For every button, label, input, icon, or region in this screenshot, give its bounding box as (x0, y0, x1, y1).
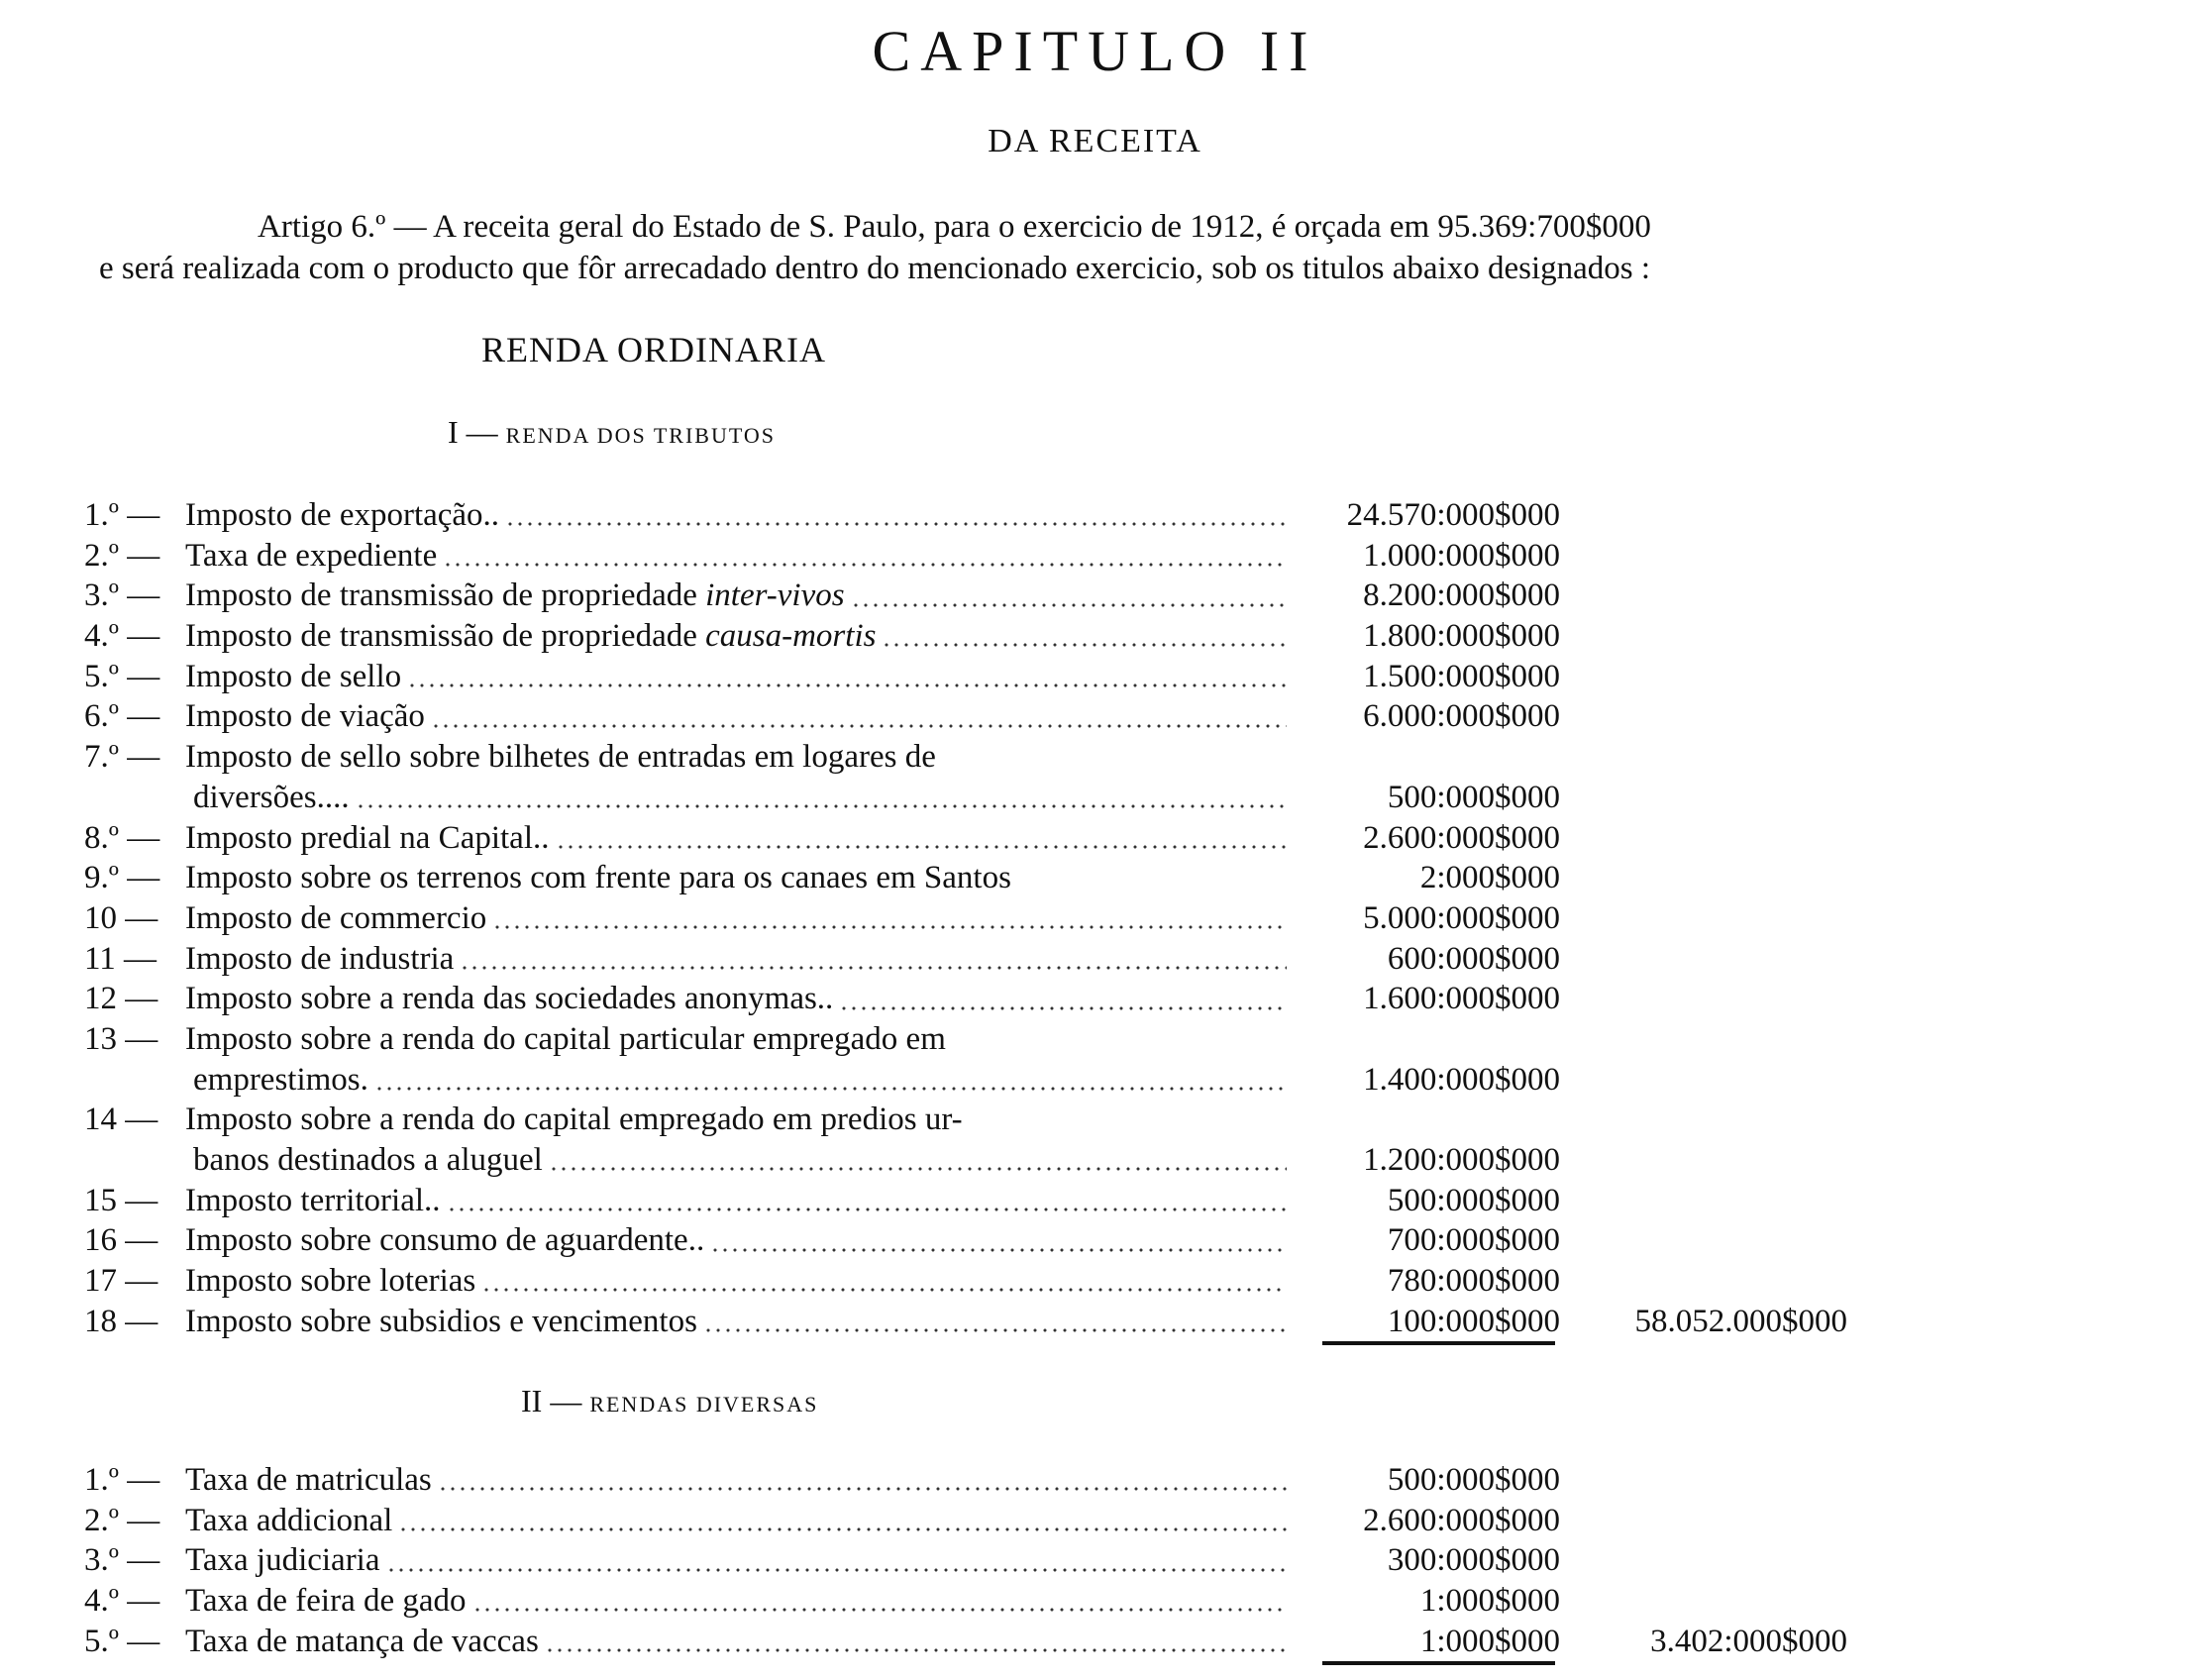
row-number: 9.º — (84, 860, 160, 896)
dot-leader (374, 1087, 1287, 1091)
row-number: 2.º — (84, 1502, 160, 1538)
row-label (185, 939, 454, 980)
dot-leader (710, 1248, 1287, 1252)
row-number: 1.º — (84, 1462, 160, 1498)
section-total: 3.402:000$000 (1650, 1623, 1847, 1659)
row-label-text: Imposto de transmissão de propriedade (185, 618, 706, 655)
article-text-line-2: e será realizada com o producto que fôr arrecadado dentro do mencionado exercicio, sob os titulos abaixo designados : (99, 251, 1651, 286)
dot-leader (398, 1527, 1287, 1531)
dot-leader (443, 563, 1287, 567)
chapter-title: CAPITULO II (872, 19, 1318, 83)
row-label-text: Imposto sobre a renda do capital particular empregado em (185, 1020, 946, 1057)
row-label-italic: causa-mortis (705, 618, 877, 655)
table-row (84, 536, 1847, 577)
dot-leader (386, 1568, 1287, 1572)
row-amount: 8.200:000$000 (1363, 578, 1560, 614)
dot-leader (492, 925, 1287, 929)
row-number: 10 — (84, 899, 158, 936)
table-row (84, 858, 1847, 898)
row-amount: 700:000$000 (1387, 1222, 1560, 1259)
row-number: 13 — (84, 1020, 158, 1057)
dot-leader (431, 724, 1287, 728)
row-amount: 5.000:000$000 (1363, 899, 1560, 936)
row-label-text: Imposto de commercio (185, 899, 487, 936)
row-amount: 24.570:000$000 (1346, 497, 1560, 533)
table-row (84, 1302, 1847, 1342)
row-label-text: Taxa de expediente (185, 537, 438, 574)
row-number: 4.º — (84, 1583, 160, 1620)
subtotal-rule (1322, 1341, 1555, 1345)
row-label-text: Imposto sobre a renda das sociedades anonymas.. (185, 981, 834, 1017)
row-number: 16 — (84, 1222, 158, 1259)
table-row (84, 1581, 1847, 1622)
table-row (84, 1540, 1847, 1581)
chapter-subtitle: DA RECEITA (988, 123, 1202, 159)
row-number: 4.º — (84, 618, 160, 655)
row-amount: 1.000:000$000 (1363, 537, 1560, 574)
row-amount: 100:000$000 (1387, 1303, 1560, 1339)
table-row (84, 1100, 1847, 1140)
section-title: RENDAS DIVERSAS (589, 1392, 819, 1417)
table-row (84, 657, 1847, 697)
row-number: 17 — (84, 1263, 158, 1300)
dot-leader (356, 804, 1287, 808)
row-number: 5.º — (84, 1623, 160, 1659)
row-amount: 780:000$000 (1387, 1263, 1560, 1300)
row-label (185, 495, 499, 536)
table-row (84, 495, 1847, 536)
row-label (185, 1181, 441, 1221)
row-amount: 1.400:000$000 (1363, 1061, 1560, 1098)
row-amount: 500:000$000 (1387, 779, 1560, 815)
table-row (84, 616, 1847, 657)
section-total: 58.052.000$000 (1634, 1303, 1847, 1339)
row-label-text: Taxa de matriculas (185, 1462, 432, 1498)
row-number: 2.º — (84, 537, 160, 574)
row-label (185, 1261, 475, 1302)
row-amount: 1.800:000$000 (1363, 618, 1560, 655)
main-section-heading: RENDA ORDINARIA (481, 330, 826, 369)
revenue-table-tributos (84, 495, 1847, 1345)
row-label-text: Taxa addicional (185, 1502, 393, 1538)
dot-leader (545, 1648, 1287, 1652)
row-amount: 500:000$000 (1387, 1462, 1560, 1498)
row-number: 3.º — (84, 1542, 160, 1579)
row-label-text: Imposto sobre subsidios e vencimentos (185, 1303, 697, 1339)
row-number: 6.º — (84, 698, 160, 735)
section-roman: I — (448, 414, 498, 450)
row-label-text: Imposto sobre loterias (185, 1263, 476, 1300)
table-row-continuation (84, 778, 1847, 818)
article-text-line-1: Artigo 6.º — A receita geral do Estado de S. Paulo, para o exercicio de 1912, é orçada em 95.369:700$000 (258, 209, 1651, 245)
dot-leader (556, 845, 1288, 849)
row-amount: 2.600:000$000 (1363, 1502, 1560, 1538)
row-label-text: Imposto de industria (185, 940, 455, 977)
revenue-table-diversas (84, 1460, 1847, 1665)
row-label (185, 1302, 697, 1342)
row-number: 8.º — (84, 819, 160, 856)
row-label (185, 818, 550, 859)
table-row (84, 576, 1847, 616)
table-row (84, 1220, 1847, 1261)
row-amount: 2.600:000$000 (1363, 819, 1560, 856)
table-row (84, 1181, 1847, 1221)
row-label (185, 737, 936, 778)
row-label-text: Imposto territorial.. (185, 1182, 441, 1218)
row-label (185, 1100, 963, 1140)
row-label (185, 696, 425, 737)
dot-leader (460, 966, 1287, 970)
table-row (84, 1622, 1847, 1662)
row-label-text: Taxa judiciaria (185, 1542, 380, 1579)
row-amount: 6.000:000$000 (1363, 698, 1560, 735)
row-label-text: Imposto de transmissão de propriedade (185, 578, 706, 614)
row-label-text: Imposto de exportação.. (185, 497, 500, 533)
row-label (185, 979, 833, 1019)
row-label (185, 1622, 539, 1662)
row-label-text: Imposto de viação (185, 698, 425, 735)
table-row (84, 1501, 1847, 1541)
subtotal-rule (1322, 1661, 1555, 1665)
table-row (84, 696, 1847, 737)
row-number: 12 — (84, 981, 158, 1017)
row-number: 7.º — (84, 739, 160, 776)
dot-leader (447, 1208, 1287, 1211)
row-label (185, 1540, 380, 1581)
row-amount: 1.500:000$000 (1363, 658, 1560, 694)
row-label (185, 1019, 946, 1060)
section-heading (521, 1383, 818, 1419)
dot-leader (703, 1328, 1287, 1332)
dot-leader (882, 643, 1287, 647)
section-title: RENDA DOS TRIBUTOS (505, 423, 776, 448)
row-number: 5.º — (84, 658, 160, 694)
dot-leader (438, 1487, 1287, 1491)
row-label (185, 898, 486, 939)
row-label (185, 657, 401, 697)
row-number: 11 — (84, 940, 157, 977)
row-label-continuation: banos destinados a aluguel (193, 1142, 543, 1178)
row-label (185, 536, 437, 577)
row-label-continuation: emprestimos. (193, 1061, 368, 1098)
dot-leader (505, 522, 1287, 526)
row-number: 14 — (84, 1102, 158, 1138)
row-label (185, 576, 845, 616)
row-amount: 1:000$000 (1419, 1583, 1560, 1620)
row-amount: 1:000$000 (1419, 1623, 1560, 1659)
dot-leader (472, 1608, 1287, 1612)
table-row-continuation (84, 1060, 1847, 1101)
dot-leader (839, 1006, 1287, 1010)
table-row (84, 818, 1847, 859)
dot-leader (549, 1167, 1287, 1171)
dot-leader (851, 603, 1287, 607)
row-amount: 600:000$000 (1387, 940, 1560, 977)
row-number: 15 — (84, 1182, 158, 1218)
table-row (84, 979, 1847, 1019)
row-label-text: Taxa de matança de vaccas (185, 1623, 539, 1659)
row-amount: 300:000$000 (1387, 1542, 1560, 1579)
row-number: 18 — (84, 1303, 158, 1339)
table-row-continuation (84, 1140, 1847, 1181)
row-amount: 1.200:000$000 (1363, 1142, 1560, 1178)
row-amount: 2:000$000 (1419, 860, 1560, 896)
row-number: 1.º — (84, 497, 160, 533)
row-label-text: Imposto sobre os terrenos com frente para os canaes em Santos (185, 860, 1011, 896)
section-roman: II — (521, 1383, 582, 1418)
table-row (84, 898, 1847, 939)
row-number: 3.º — (84, 578, 160, 614)
row-label (185, 1460, 432, 1501)
row-label-text: Imposto de sello (185, 658, 402, 694)
row-label (185, 858, 1011, 898)
table-row (84, 737, 1847, 778)
row-label-text: Imposto sobre a renda do capital empregado em predios ur- (185, 1102, 963, 1138)
table-row (84, 1261, 1847, 1302)
row-label (185, 616, 876, 657)
row-label-text: Imposto de sello sobre bilhetes de entradas em logares de (185, 739, 936, 776)
table-row (84, 939, 1847, 980)
row-label-italic: inter-vivos (705, 578, 845, 614)
row-label-text: Imposto predial na Capital.. (185, 819, 550, 856)
row-label (185, 1501, 392, 1541)
row-label-text: Taxa de feira de gado (185, 1583, 467, 1620)
row-label (185, 1581, 467, 1622)
section-heading (448, 414, 776, 451)
row-label-continuation: diversões.... (193, 779, 350, 815)
dot-leader (481, 1288, 1287, 1292)
row-amount: 1.600:000$000 (1363, 981, 1560, 1017)
table-row (84, 1460, 1847, 1501)
row-label-text: Imposto sobre consumo de aguardente.. (185, 1222, 705, 1259)
row-amount: 500:000$000 (1387, 1182, 1560, 1218)
row-label (185, 1220, 704, 1261)
table-row (84, 1019, 1847, 1060)
dot-leader (407, 683, 1287, 687)
